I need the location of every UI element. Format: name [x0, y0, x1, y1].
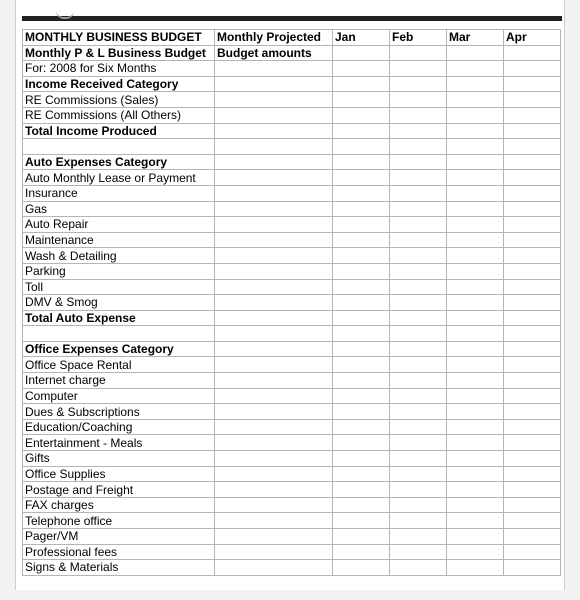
cell-mar[interactable]: [447, 217, 504, 233]
cell-feb[interactable]: [390, 357, 447, 373]
row-label: Gas: [23, 201, 215, 217]
cell-jan[interactable]: [333, 76, 390, 92]
cell-feb[interactable]: [390, 451, 447, 467]
cell-projected[interactable]: [215, 373, 333, 389]
table-row: [23, 482, 561, 498]
cell-feb[interactable]: [390, 92, 447, 108]
row-label: Professional fees: [23, 544, 215, 560]
cell-mar[interactable]: [447, 404, 504, 420]
cell-mar[interactable]: [447, 123, 504, 139]
cell-projected[interactable]: [215, 451, 333, 467]
row-label: Wash & Detailing: [23, 248, 215, 264]
month-header-mar: Mar: [447, 30, 504, 46]
row-label: Maintenance: [23, 232, 215, 248]
table-row: [23, 357, 561, 373]
cell-feb[interactable]: [390, 263, 447, 279]
cell-jan[interactable]: [333, 248, 390, 264]
cell-projected[interactable]: [215, 123, 333, 139]
row-label: Toll: [23, 279, 215, 295]
cell-mar[interactable]: [447, 326, 504, 342]
table-row: [23, 123, 561, 139]
cell-mar[interactable]: [447, 61, 504, 77]
cell-jan[interactable]: [333, 404, 390, 420]
row-label: Office Space Rental: [23, 357, 215, 373]
cell-feb[interactable]: [390, 404, 447, 420]
row-label: RE Commissions (Sales): [23, 92, 215, 108]
projected-column-header: Monthly Projected: [215, 30, 333, 46]
row-label: Office Supplies: [23, 466, 215, 482]
row-label: DMV & Smog: [23, 295, 215, 311]
table-row: [23, 201, 561, 217]
cell-jan[interactable]: [333, 45, 390, 61]
cell-apr[interactable]: [504, 466, 561, 482]
row-label: RE Commissions (All Others): [23, 107, 215, 123]
cell-projected[interactable]: [215, 326, 333, 342]
month-header-feb: Feb: [390, 30, 447, 46]
table-row: [23, 139, 561, 155]
row-label: Education/Coaching: [23, 419, 215, 435]
budget-table: [22, 29, 561, 576]
table-row: [23, 529, 561, 545]
cell-apr[interactable]: [504, 45, 561, 61]
cell-apr[interactable]: [504, 232, 561, 248]
header-row-3: [23, 61, 561, 77]
row-label: Pager/VM: [23, 529, 215, 545]
top-rule: [22, 16, 562, 21]
row-label: Auto Repair: [23, 217, 215, 233]
cell-apr[interactable]: [504, 123, 561, 139]
cell-feb[interactable]: [390, 544, 447, 560]
projected-column-subheader: Budget amounts: [215, 45, 333, 61]
cell-apr[interactable]: [504, 373, 561, 389]
table-row: [23, 497, 561, 513]
cell-apr[interactable]: [504, 388, 561, 404]
table-row: [23, 435, 561, 451]
table-row: [23, 279, 561, 295]
cell-feb[interactable]: [390, 326, 447, 342]
row-label: Internet charge: [23, 373, 215, 389]
cell-jan[interactable]: [333, 435, 390, 451]
cell-jan[interactable]: [333, 373, 390, 389]
cell-feb[interactable]: [390, 123, 447, 139]
cell-jan[interactable]: [333, 482, 390, 498]
cell-mar[interactable]: [447, 295, 504, 311]
cell-projected[interactable]: [215, 341, 333, 357]
cell-mar[interactable]: [447, 419, 504, 435]
table-row: [23, 232, 561, 248]
row-label: Auto Expenses Category: [23, 154, 215, 170]
table-row: [23, 560, 561, 576]
row-label: Gifts: [23, 451, 215, 467]
cell-projected[interactable]: [215, 466, 333, 482]
row-label: Postage and Freight: [23, 482, 215, 498]
cell-projected[interactable]: [215, 92, 333, 108]
cell-jan[interactable]: [333, 310, 390, 326]
cell-projected[interactable]: [215, 388, 333, 404]
cell-apr[interactable]: [504, 419, 561, 435]
cell-feb[interactable]: [390, 170, 447, 186]
header-row-2: [23, 45, 561, 61]
cell-mar[interactable]: [447, 107, 504, 123]
cell-jan[interactable]: [333, 185, 390, 201]
cell-mar[interactable]: [447, 560, 504, 576]
cell-mar[interactable]: [447, 263, 504, 279]
cell-feb[interactable]: [390, 419, 447, 435]
cell-mar[interactable]: [447, 170, 504, 186]
cell-apr[interactable]: [504, 544, 561, 560]
cell-mar[interactable]: [447, 232, 504, 248]
cell-jan[interactable]: [333, 295, 390, 311]
cell-jan[interactable]: [333, 217, 390, 233]
cell-feb[interactable]: [390, 248, 447, 264]
table-row: [23, 419, 561, 435]
table-row: [23, 76, 561, 92]
cell-mar[interactable]: [447, 497, 504, 513]
cell-feb[interactable]: [390, 341, 447, 357]
cell-apr[interactable]: [504, 263, 561, 279]
cell-apr[interactable]: [504, 310, 561, 326]
cell-mar[interactable]: [447, 139, 504, 155]
cell-apr[interactable]: [504, 170, 561, 186]
cell-feb[interactable]: [390, 76, 447, 92]
cell-jan[interactable]: [333, 154, 390, 170]
blank-row-label: [23, 326, 215, 342]
cell-apr[interactable]: [504, 139, 561, 155]
row-label: FAX charges: [23, 497, 215, 513]
cell-jan[interactable]: [333, 419, 390, 435]
cell-apr[interactable]: [504, 201, 561, 217]
cell-apr[interactable]: [504, 529, 561, 545]
month-header-apr: Apr: [504, 30, 561, 46]
cell-projected[interactable]: [215, 139, 333, 155]
cell-projected[interactable]: [215, 232, 333, 248]
table-row: [23, 217, 561, 233]
row-label: Total Income Produced: [23, 123, 215, 139]
table-row: [23, 310, 561, 326]
cell-projected[interactable]: [215, 560, 333, 576]
cell-jan[interactable]: [333, 451, 390, 467]
cell-apr[interactable]: [504, 217, 561, 233]
budget-title: MONTHLY BUSINESS BUDGET: [23, 30, 215, 46]
cell-projected[interactable]: [215, 357, 333, 373]
cell-jan[interactable]: [333, 388, 390, 404]
table-row: [23, 466, 561, 482]
cell-jan[interactable]: [333, 263, 390, 279]
cell-feb[interactable]: [390, 435, 447, 451]
budget-period: For: 2008 for Six Months: [23, 61, 215, 77]
cell-projected[interactable]: [215, 404, 333, 420]
cell-projected[interactable]: [215, 248, 333, 264]
cell-jan[interactable]: [333, 107, 390, 123]
cell-mar[interactable]: [447, 466, 504, 482]
table-row: [23, 341, 561, 357]
cell-feb[interactable]: [390, 482, 447, 498]
cell-mar[interactable]: [447, 45, 504, 61]
cell-jan[interactable]: [333, 544, 390, 560]
table-row: [23, 154, 561, 170]
cell-projected[interactable]: [215, 263, 333, 279]
row-label: Income Received Category: [23, 76, 215, 92]
cell-feb[interactable]: [390, 61, 447, 77]
cell-mar[interactable]: [447, 544, 504, 560]
row-label: Office Expenses Category: [23, 341, 215, 357]
row-label: Auto Monthly Lease or Payment: [23, 170, 215, 186]
table-row: [23, 248, 561, 264]
cell-jan[interactable]: [333, 139, 390, 155]
cell-feb[interactable]: [390, 107, 447, 123]
cell-mar[interactable]: [447, 451, 504, 467]
cell-jan[interactable]: [333, 326, 390, 342]
cell-jan[interactable]: [333, 357, 390, 373]
cell-feb[interactable]: [390, 232, 447, 248]
cell-projected[interactable]: [215, 544, 333, 560]
row-label: Total Auto Expense: [23, 310, 215, 326]
cell-apr[interactable]: [504, 451, 561, 467]
cell-feb[interactable]: [390, 185, 447, 201]
cell-mar[interactable]: [447, 341, 504, 357]
cell-jan[interactable]: [333, 61, 390, 77]
cell-feb[interactable]: [390, 497, 447, 513]
cell-projected[interactable]: [215, 310, 333, 326]
cell-mar[interactable]: [447, 279, 504, 295]
cell-feb[interactable]: [390, 154, 447, 170]
table-row: [23, 295, 561, 311]
table-row: [23, 185, 561, 201]
cell-projected[interactable]: [215, 217, 333, 233]
cell-projected[interactable]: [215, 435, 333, 451]
cell-jan[interactable]: [333, 466, 390, 482]
cell-projected[interactable]: [215, 529, 333, 545]
cell-apr[interactable]: [504, 482, 561, 498]
cell-projected[interactable]: [215, 482, 333, 498]
table-row: [23, 107, 561, 123]
budget-table-body: [23, 30, 561, 576]
cell-apr[interactable]: [504, 154, 561, 170]
cell-jan[interactable]: [333, 232, 390, 248]
cell-projected[interactable]: [215, 201, 333, 217]
table-row: [23, 326, 561, 342]
cell-jan[interactable]: [333, 497, 390, 513]
cell-jan[interactable]: [333, 279, 390, 295]
cell-apr[interactable]: [504, 497, 561, 513]
cell-projected[interactable]: [215, 185, 333, 201]
cell-apr[interactable]: [504, 107, 561, 123]
cell-apr[interactable]: [504, 185, 561, 201]
row-label: Computer: [23, 388, 215, 404]
cell-jan[interactable]: [333, 170, 390, 186]
cell-apr[interactable]: [504, 92, 561, 108]
cell-apr[interactable]: [504, 76, 561, 92]
blank-row-label: [23, 139, 215, 155]
cell-feb[interactable]: [390, 560, 447, 576]
cell-feb[interactable]: [390, 295, 447, 311]
cell-mar[interactable]: [447, 357, 504, 373]
cell-apr[interactable]: [504, 61, 561, 77]
cell-projected[interactable]: [215, 170, 333, 186]
cell-feb[interactable]: [390, 529, 447, 545]
cell-apr[interactable]: [504, 404, 561, 420]
cell-jan[interactable]: [333, 529, 390, 545]
cell-mar[interactable]: [447, 482, 504, 498]
cell-feb[interactable]: [390, 139, 447, 155]
table-row: [23, 263, 561, 279]
cell-feb[interactable]: [390, 201, 447, 217]
table-row: [23, 404, 561, 420]
row-label: Telephone office: [23, 513, 215, 529]
cell-mar[interactable]: [447, 154, 504, 170]
cell-mar[interactable]: [447, 76, 504, 92]
cell-feb[interactable]: [390, 373, 447, 389]
cell-projected[interactable]: [215, 61, 333, 77]
cell-apr[interactable]: [504, 435, 561, 451]
cell-projected[interactable]: [215, 107, 333, 123]
month-header-jan: Jan: [333, 30, 390, 46]
cell-mar[interactable]: [447, 201, 504, 217]
cell-jan[interactable]: [333, 513, 390, 529]
cell-apr[interactable]: [504, 513, 561, 529]
budget-subtitle: Monthly P & L Business Budget: [23, 45, 215, 61]
row-label: Parking: [23, 263, 215, 279]
header-row-1: [23, 30, 561, 46]
cell-mar[interactable]: [447, 529, 504, 545]
row-label: Entertainment - Meals: [23, 435, 215, 451]
table-row: [23, 373, 561, 389]
cell-apr[interactable]: [504, 560, 561, 576]
cell-feb[interactable]: [390, 513, 447, 529]
row-label: Signs & Materials: [23, 560, 215, 576]
cell-mar[interactable]: [447, 435, 504, 451]
cell-feb[interactable]: [390, 466, 447, 482]
cell-apr[interactable]: [504, 357, 561, 373]
row-label: Dues & Subscriptions: [23, 404, 215, 420]
cell-projected[interactable]: [215, 154, 333, 170]
cell-mar[interactable]: [447, 92, 504, 108]
cell-projected[interactable]: [215, 497, 333, 513]
table-row: [23, 513, 561, 529]
row-label: Insurance: [23, 185, 215, 201]
table-row: [23, 92, 561, 108]
cell-feb[interactable]: [390, 217, 447, 233]
table-row: [23, 451, 561, 467]
cell-apr[interactable]: [504, 279, 561, 295]
cell-mar[interactable]: [447, 185, 504, 201]
cell-apr[interactable]: [504, 248, 561, 264]
cell-mar[interactable]: [447, 513, 504, 529]
cell-mar[interactable]: [447, 373, 504, 389]
cell-projected[interactable]: [215, 279, 333, 295]
cell-feb[interactable]: [390, 310, 447, 326]
cell-apr[interactable]: [504, 326, 561, 342]
cell-jan[interactable]: [333, 201, 390, 217]
cell-projected[interactable]: [215, 76, 333, 92]
cell-jan[interactable]: [333, 560, 390, 576]
cell-feb[interactable]: [390, 388, 447, 404]
cell-mar[interactable]: [447, 310, 504, 326]
cell-apr[interactable]: [504, 341, 561, 357]
cell-feb[interactable]: [390, 45, 447, 61]
cell-projected[interactable]: [215, 295, 333, 311]
table-row: [23, 388, 561, 404]
cell-mar[interactable]: [447, 248, 504, 264]
cell-jan[interactable]: [333, 341, 390, 357]
table-row: [23, 544, 561, 560]
cell-jan[interactable]: [333, 123, 390, 139]
cell-projected[interactable]: [215, 419, 333, 435]
cell-mar[interactable]: [447, 388, 504, 404]
cell-apr[interactable]: [504, 295, 561, 311]
table-row: [23, 170, 561, 186]
cell-projected[interactable]: [215, 513, 333, 529]
cell-jan[interactable]: [333, 92, 390, 108]
cell-feb[interactable]: [390, 279, 447, 295]
